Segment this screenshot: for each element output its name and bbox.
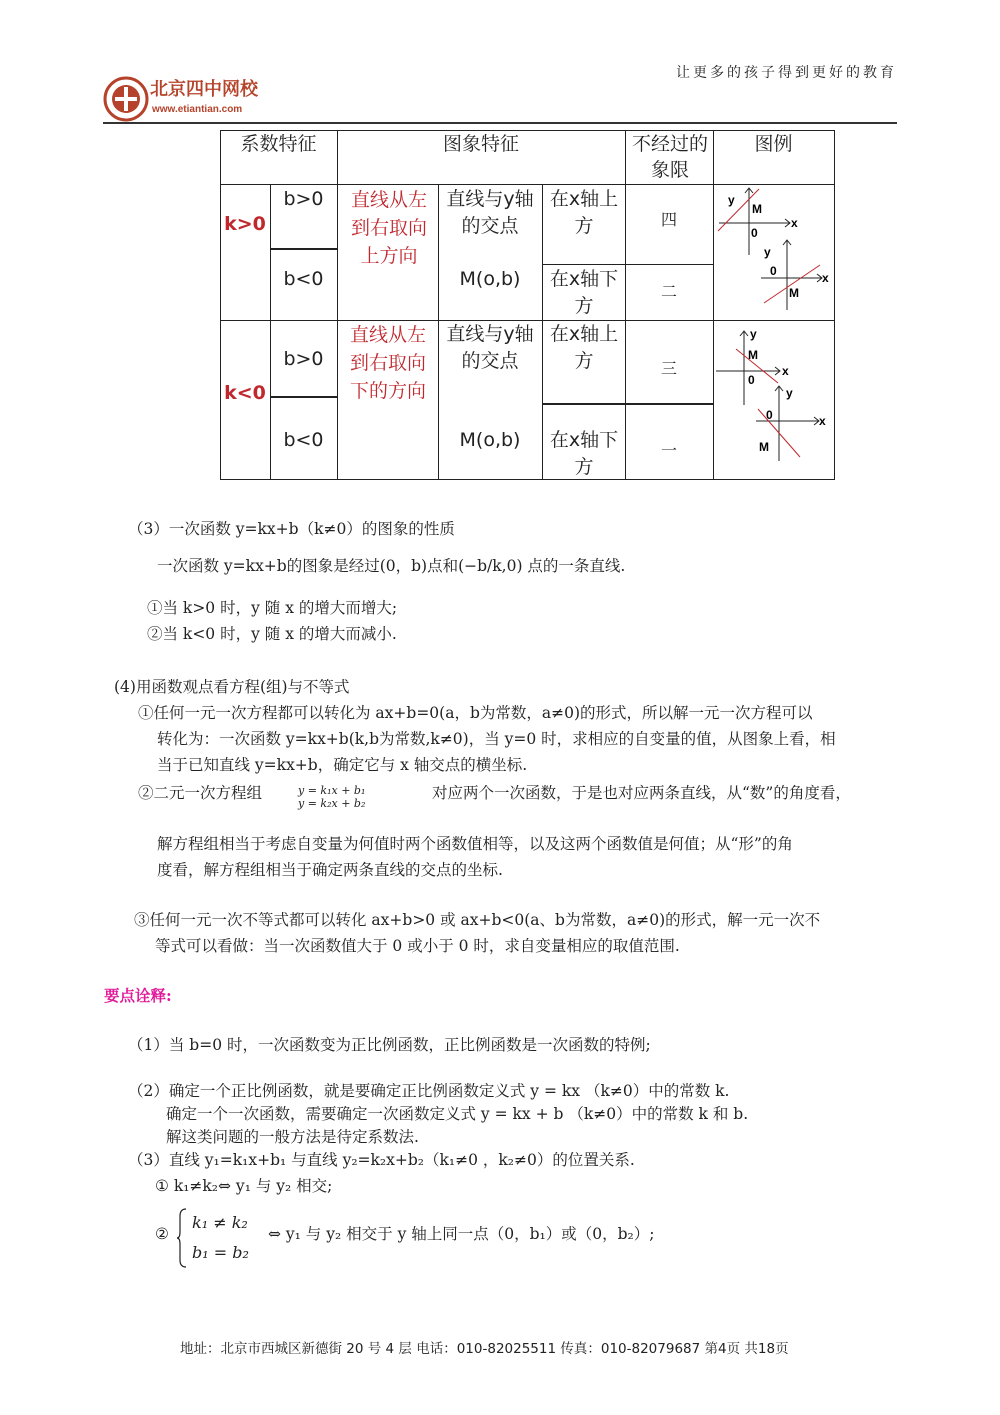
origin-label: 0 xyxy=(770,264,777,278)
note-3: （3）直线 y₁=k₁x+b₁ 与直线 y₂=k₂x+b₂（k₁≠0 ，k₂≠0）的位置关系. xyxy=(128,1151,635,1169)
note-2-line3: 解这类问题的一般方法是待定系数法. xyxy=(166,1128,419,1146)
above-x-axis: 在x轴上方 xyxy=(549,188,619,237)
section4-p1-line1: ①任何一元一次方程都可以转化为 ax+b=0(a，b为常数，a≠0)的形式，所以解一元一次方程可以 xyxy=(138,704,813,722)
point-label-m: M xyxy=(759,440,769,454)
section4-title: (4)用函数观点看方程(组)与不等式 xyxy=(114,678,350,696)
above-x-axis: 在x轴上方 xyxy=(549,323,619,372)
point-m: M(o,b) xyxy=(459,429,521,451)
note-1: （1）当 b=0 时，一次函数变为正比例函数，正比例函数是一次函数的特例; xyxy=(128,1036,651,1054)
header-graph-feature: 图象特征 xyxy=(442,133,519,155)
section4-p2-cont2: 度看，解方程组相当于确定两条直线的交点的坐标. xyxy=(157,861,503,879)
axis-label-y: y xyxy=(728,193,735,207)
below-x-axis: 在x轴下方 xyxy=(549,268,619,317)
brace-icon xyxy=(176,1208,188,1268)
section3-line1: 一次函数 y=kx+b的图象是经过(0，b)点和(−b/k,0) 点的一条直线. xyxy=(157,557,626,575)
section4-p2-lead: ②二元一次方程组 xyxy=(138,784,263,802)
equation-system xyxy=(298,784,365,810)
note-3-item1: ① k₁≠k₂⇔ y₁ 与 y₂ 相交; xyxy=(155,1177,333,1195)
direction-down: 直线从左到右取向下的方向 xyxy=(349,324,426,402)
header-quadrant: 不经过的象限 xyxy=(631,133,708,181)
axis-label-x: x xyxy=(782,364,789,378)
direction-up: 直线从左到右取向上方向 xyxy=(350,189,427,267)
footer: 地址：北京市西城区新德街 20 号 4 层 电话：010-82025511 传真：010-82079687 第4页 共18页 xyxy=(180,1341,789,1357)
k-positive: k>0 xyxy=(224,213,266,235)
origin-label: 0 xyxy=(748,373,755,387)
quadrant-three: 三 xyxy=(660,359,677,378)
point-label-m: M xyxy=(789,286,799,300)
b-negative: b<0 xyxy=(283,429,324,451)
section4-p3-line1: ③任何一元一次不等式都可以转化 ax+b>0 或 ax+b<0(a、b为常数，a≠0)的形式，解一元一次不 xyxy=(134,911,821,929)
section4-p2-tail: 对应两个一次函数，于是也对应两条直线，从“数”的角度看， xyxy=(432,784,851,802)
section4-p1-line2: 转化为：一次函数 y=kx+b(k,b为常数,k≠0)，当 y=0 时，求相应的自变量的值，从图象上看，相 xyxy=(157,730,836,748)
below-x-axis: 在x轴下方 xyxy=(549,429,619,478)
logo-name: 北京四中网校 xyxy=(150,79,258,100)
note-2-line2: 确定一个一次函数，需要确定一次函数定义式 y = kx + b （k≠0）中的常数 k 和 b. xyxy=(166,1105,749,1123)
equation-2: y = k₂x + b₂ xyxy=(298,797,366,810)
header-slogan: 让更多的孩子得到更好的教育 xyxy=(676,65,897,81)
properties-table xyxy=(0,0,1000,500)
y-intersect: 直线与y轴的交点 xyxy=(446,323,534,372)
graph-k-negative xyxy=(714,321,834,477)
origin-label: 0 xyxy=(751,226,758,240)
graph-k-positive xyxy=(714,185,834,319)
axis-label-x: x xyxy=(819,414,826,428)
k-negative: k<0 xyxy=(224,382,266,404)
condition-2: b₁ = b₂ xyxy=(192,1243,249,1262)
axis-label-y: y xyxy=(764,245,771,259)
logo-url: www.etiantian.com xyxy=(152,104,243,115)
quadrant-one: 一 xyxy=(660,441,677,460)
header-example: 图例 xyxy=(754,133,793,155)
header-coefficient: 系数特征 xyxy=(240,133,317,155)
axis-label-y: y xyxy=(750,327,757,341)
notes-title: 要点诠释: xyxy=(104,986,172,1005)
origin-label: 0 xyxy=(766,408,773,422)
y-intersect: 直线与y轴的交点 xyxy=(446,188,534,237)
point-m: M(o,b) xyxy=(459,268,521,290)
section3-title: （3）一次函数 y=kx+b（k≠0）的图象的性质 xyxy=(128,520,455,538)
section4-p3-line2: 等式可以看做：当一次函数值大于 0 或小于 0 时，求自变量相应的取值范围. xyxy=(155,937,680,955)
section4-p2-cont1: 解方程组相当于考虑自变量为何值时两个函数值相等，以及这两个函数值是何值；从“形”的角 xyxy=(157,835,793,853)
axis-label-y: y xyxy=(786,386,793,400)
point-label-m: M xyxy=(752,202,762,216)
condition-system xyxy=(192,1208,249,1268)
quadrant-two: 二 xyxy=(660,282,677,301)
axis-label-x: x xyxy=(822,271,829,285)
b-positive: b>0 xyxy=(283,188,324,210)
note-3-item2-mark: ② xyxy=(155,1225,169,1243)
quadrant-four: 四 xyxy=(660,210,677,229)
condition-1: k₁ ≠ k₂ xyxy=(192,1213,248,1232)
axis-label-x: x xyxy=(791,216,798,230)
note-2-line1: （2）确定一个正比例函数，就是要确定正比例函数定义式 y = kx （k≠0）中的常数 k. xyxy=(128,1082,730,1100)
b-negative: b<0 xyxy=(283,268,324,290)
point-label-m: M xyxy=(748,348,758,362)
section4-p1-line3: 当于已知直线 y=kx+b，确定它与 x 轴交点的横坐标. xyxy=(157,756,528,774)
section3-item2: ②当 k<0 时，y 随 x 的增大而减小. xyxy=(147,625,397,643)
note-3-item2-tail: ⇔ y₁ 与 y₂ 相交于 y 轴上同一点（0，b₁）或（0，b₂）; xyxy=(268,1225,655,1243)
section3-item1: ①当 k>0 时，y 随 x 的增大而增大; xyxy=(147,599,398,617)
b-positive: b>0 xyxy=(283,348,324,370)
equation-1: y = k₁x + b₁ xyxy=(298,784,366,797)
